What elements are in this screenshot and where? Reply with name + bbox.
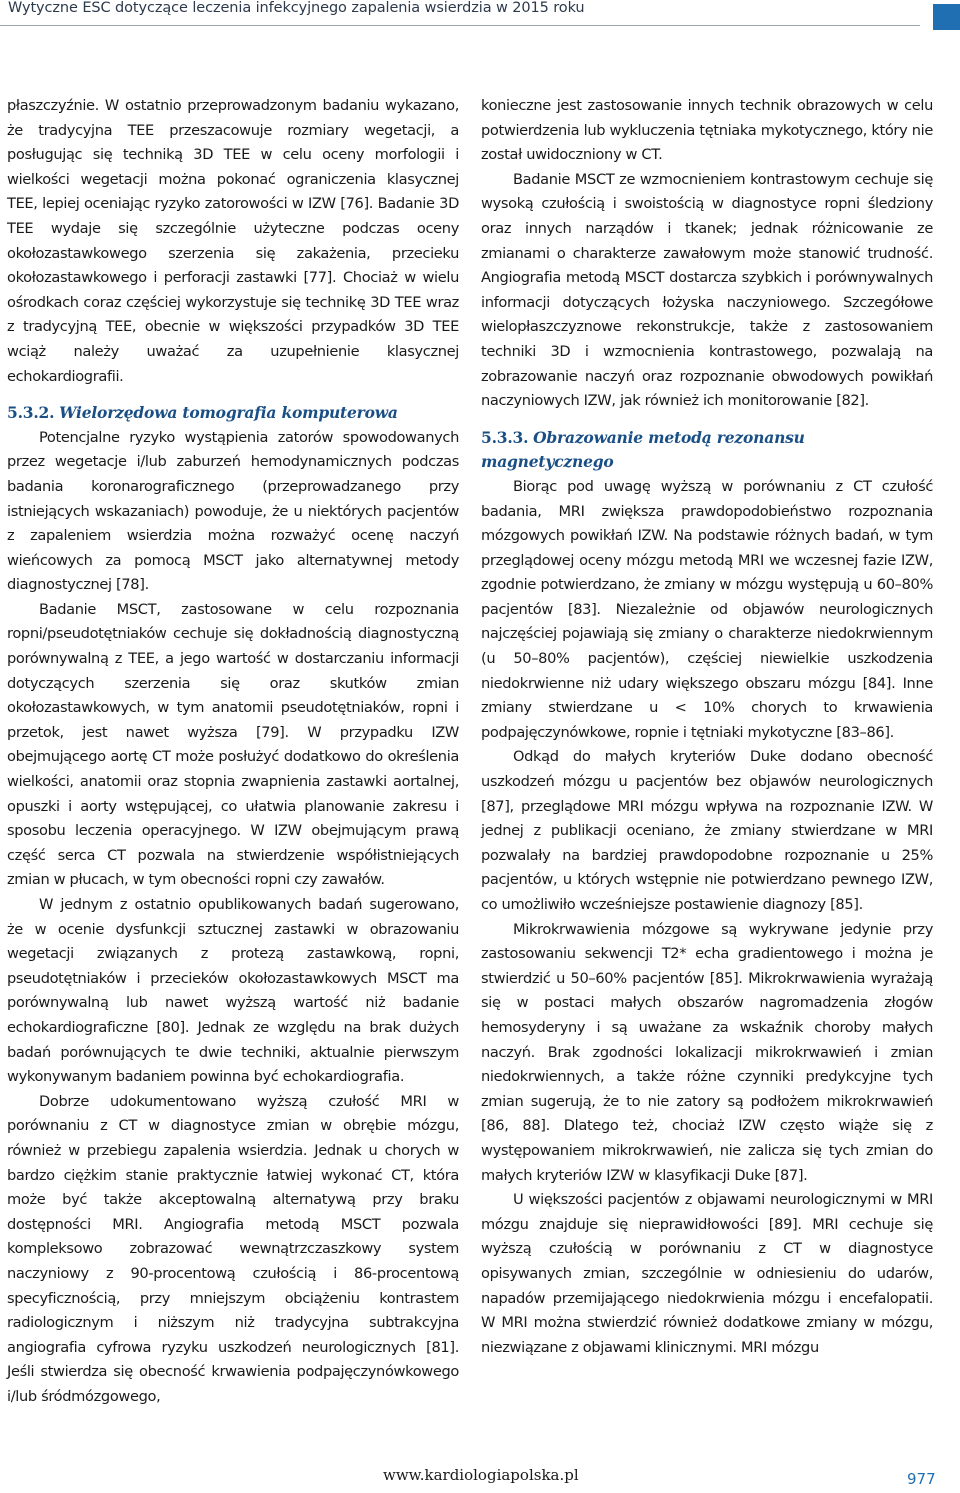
page-number: 977 (907, 1470, 936, 1488)
paragraph: Odkąd do małych kryteriów Duke dodano obecność uszkodzeń mózgu u pacjentów bez objawów neurologicznych [87], przeglądowe MRI mózgu wpływa na rozpoznanie IZW. W jednej z publikacji oceniano, że zmiany stwierdzane w MRI pozwalały na bardziej prawdopodobne rozpoznanie u 25% pacjentów, u których wstępnie nie potwierdzano pewnego IZW, co umożliwiło wcześniejsze postawienie diagnozy [85]. (481, 748, 933, 913)
header-accent-square (933, 4, 960, 30)
section-number: 5.3.2. (7, 403, 55, 423)
paragraph: W jednym z ostatnio opublikowanych badań sugerowano, że w ocenie dysfunkcji sztucznej zastawki w obrazowaniu wegetacji związanych z protezą zastawkową, ropni, pseudotętniaków i przecieków okołozastawkowych MSCT ma porównywalną lub nawet wyższą wartość niż badanie echokardiograficzne [80]. Jednak ze względu na brak dużych badań porównujących te dwie techniki, aktualnie pierwszym wykonywanym badaniem powinna być echokardiografia. (7, 896, 459, 1086)
section-number: 5.3.3. (481, 427, 529, 447)
paragraph: U większości pacjentów z objawami neurologicznymi w MRI mózgu znajduje się nieprawidłowości [89]. MRI cechuje się wyższą czułością w porównaniu z CT w diagnostyce opisywanych zmian, szczególnie w odniesieniu do udarów, napadów przemijającego niedokrwienia mózgu i encefalopatii. W MRI można stwierdzić również dodatkowe zmiany w mózgu, niezwiązane z objawami klinicznymi. MRI mózgu (481, 1191, 933, 1356)
section-heading-5-3-2 (7, 401, 459, 426)
running-header-title: Wytyczne ESC dotyczące leczenia infekcyjnego zapalenia wsierdzia w 2015 roku (8, 0, 585, 16)
header-divider (0, 25, 920, 26)
paragraph: Badanie MSCT, zastosowane w celu rozpoznania ropni/pseudotętniaków cechuje się dokładnością diagnostyczną porównywalną z TEE, a jego wartość w dostarczaniu informacji dotyczących szerzenia się oraz skutków zmian okołozastawkowych, w tym anatomii pseudotętniaków, ropni i przetok, jest nawet wyższa [79]. W przypadku IZW obejmującego aortę CT może posłużyć dodatkowo do określenia wielkości, anatomii oraz stopnia zwapnienia zastawki aortalnej, opuszki i aorty wstępującej, co ułatwia planowanie zakresu i sposobu leczenia operacyjnego. W IZW obejmującym prawą część serca CT pozwala na stwierdzenie współistniejących zmian w płucach, w tym obecności ropni czy zawałów. (7, 600, 459, 889)
section-heading-5-3-3 (481, 426, 933, 475)
paragraph: Biorąc pod uwagę wyższą w porównaniu z CT czułość badania, MRI zwiększa prawdopodobieństwo rozpoznania mózgowych powikłań IZW. Na podstawie różnych badań, w tym przeglądowej oceny mózgu metodą MRI we wczesnej fazie IZW, zgodnie potwierdzano, że zmiany w mózgu występują u 60–80% pacjentów [83]. Niezależnie od objawów neurologicznych najczęściej pojawiają się zmiany o charakterze niedokrwiennym (u 50–80% pacjentów), częściej niewielkie uszkodzenia niedokrwienne niż udary większego obszaru mózgu [84]. Inne zmiany stwierdzane u < 10% chorych to krwawienia podpajęczynówkowe, ropnie i tętniaki mykotyczne [83–86]. (481, 477, 933, 741)
paragraph: Badanie MSCT ze wzmocnieniem kontrastowym cechuje się wysoką czułością i swoistością w diagnostyce ropni śledziony oraz innych narządów i tkanek; jednak różnicowanie ze zmianami o charakterze zawałowym może stanowić trudność. Angiografia metodą MSCT dostarcza szybkich i porównywalnych informacji dotyczących łożyska naczyniowego. Szczegółowe wielopłaszczyznowe rekonstrukcje, także z zastosowaniem techniki 3D i wzmocnienia kontrastowego, pozwalają na zobrazowanie naczyń oraz rozpoznanie obwodowych powikłań naczyniowych IZW, jak również ich monitorowanie [82]. (481, 170, 933, 410)
paragraph: Mikrokrwawienia mózgowe są wykrywane jedynie przy zastosowaniu sekwencji T2* echa gradientowego i można je stwierdzić u 50–60% pacjentów [85]. Mikrokrwawienia wyrażają się w postaci małych obszarów nagromadzenia złogów hemosyderyny i są uważane za wskaźnik choroby małych naczyń. Brak zgodności lokalizacji mikrokrwawień i zmian niedokrwiennych, a także różne czynniki predykcyjne tych zmian sugerują, że to nie zatory są podłożem mikrokrwawień [86, 88]. Dlatego też, chociaż IZW często wiąże się z występowaniem mikrokrwawień, nie zalicza się tych zmian do małych kryteriów IZW w klasyfikacji Duke [87]. (481, 920, 933, 1184)
paragraph: konieczne jest zastosowanie innych technik obrazowych w celu potwierdzenia lub wykluczenia tętniaka mykotycznego, który nie został uwidoczniony w CT. (481, 97, 933, 164)
footer-website-link[interactable]: www.kardiologiapolska.pl (383, 1466, 579, 1484)
running-header (0, 0, 960, 34)
section-title: Obrazowanie metodą rezonansu magnetycznego (481, 427, 805, 472)
left-column (7, 94, 459, 1409)
paragraph: Potencjalne ryzyko wystąpienia zatorów spowodowanych przez wegetacje i/lub zaburzeń hemodynamicznych podczas badania koronarograficznego (przeprowadzanego przy istniejących wskazaniach) powoduje, że u niektórych pacjentów z zapaleniem wsierdzia można rozważyć ocenę naczyń wieńcowych za pomocą MSCT jako alternatywnej metody diagnostycznej [78]. (7, 428, 459, 594)
right-column (481, 94, 933, 1360)
section-title: Wielorzędowa tomografia komputerowa (59, 403, 398, 423)
paragraph: Dobrze udokumentowano wyższą czułość MRI w porównaniu z CT w diagnostyce zmian w obrębie mózgu, również w przebiegu zapalenia wsierdzia. Jednak u chorych w bardzo ciężkim stanie praktycznie łatwiej wykonać CT, która może być także akceptowalną alternatywą przy braku dostępności MRI. Angiografia metodą MSCT pozwala kompleksowo zobrazować wewnątrzczaszkowy system naczyniowy z 90-procentową czułością i 86-procentową specyficznością, przy mniejszym obciążeniu kontrastem radiologicznym i niższym niż tradycyjna subtrakcyjna angiografia cyfrowa ryzyku uszkodzeń neurologicznych [81]. Jeśli stwierdza się obecność krwawienia podpajęczynówkowego i/lub śródmózgowego, (7, 1092, 459, 1405)
paragraph: płaszczyźnie. W ostatnio przeprowadzonym badaniu wykazano, że tradycyjna TEE przeszacowuje rozmiary wegetacji, a posługując się techniką 3D TEE w celu oceny morfologii i wielkości wegetacji można pokonać ograniczenia klasycznej TEE, lepiej oceniając ryzyko zatorowości w IZW [76]. Badanie 3D TEE wydaje się szczególnie użyteczne podczas oceny okołozastawkowego szerzenia się zakażenia, przecieku okołozastawkowego i perforacji zastawki [77]. Chociaż w wielu ośrodkach coraz częściej wykorzystuje się technikę 3D TEE wraz z tradycyjną TEE, obecnie w większości przypadków 3D TEE wciąż należy uważać za uzupełnienie klasycznej echokardiografii. (7, 97, 459, 385)
